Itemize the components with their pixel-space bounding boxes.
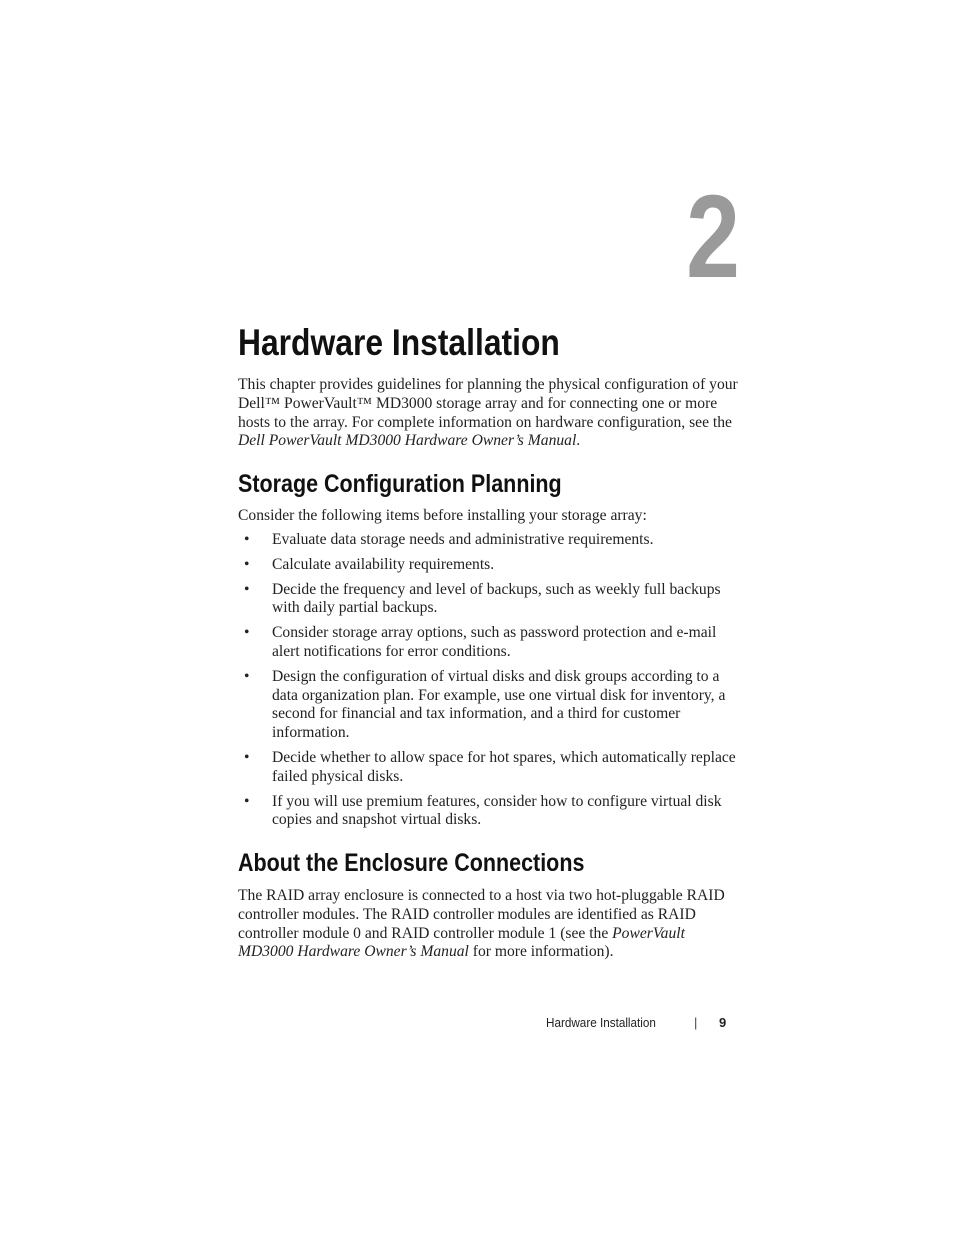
- bullet-marker: •: [244, 667, 250, 685]
- list-item-text: Decide whether to allow space for hot spares, which automatically replace failed physical disks.: [272, 748, 736, 785]
- list-item-text: Consider storage array options, such as password protection and e-mail alert notifications for error conditions.: [272, 624, 717, 660]
- page-footer: [546, 1014, 746, 1032]
- chapter-title: Hardware Installation: [238, 322, 560, 363]
- bullet-marker: •: [244, 580, 250, 598]
- list-item: [238, 624, 738, 662]
- bullet-marker: •: [244, 748, 250, 766]
- page-number: 9: [719, 1015, 727, 1030]
- list-item-text: Evaluate data storage needs and administrative requirements.: [272, 531, 654, 548]
- enclosure-end: for more information).: [468, 943, 614, 961]
- bullet-marker: •: [244, 555, 250, 573]
- intro-end: .: [576, 432, 581, 450]
- enclosure-text: The RAID array enclosure is connected to a host via two hot-pluggable RAID controller modules. The RAID controller modules are identified as RAID controller module 0 and RAID controller module 1 (see the: [238, 887, 725, 942]
- list-item: [238, 668, 738, 743]
- footer-separator: |: [694, 1015, 698, 1030]
- storage-considerations-list: [238, 531, 738, 836]
- intro-text: This chapter provides guidelines for planning the physical configuration of your Dell™ PowerVault™ MD3000 storage array and for connecting one or more hosts to the array. For complete information on hardware configuration, see the: [238, 376, 738, 431]
- intro-paragraph: [238, 376, 738, 451]
- footer-title: Hardware Installation: [546, 1015, 656, 1030]
- bullet-marker: •: [244, 531, 250, 548]
- list-item: [238, 531, 738, 550]
- intro-manual-reference: Dell PowerVault MD3000 Hardware Owner’s Manual: [238, 432, 577, 450]
- bullet-marker: •: [244, 624, 250, 642]
- enclosure-paragraph: [238, 887, 738, 962]
- list-item: [238, 793, 738, 831]
- list-item-text: Calculate availability requirements.: [272, 555, 495, 573]
- list-item-text: Design the configuration of virtual disks and disk groups according to a data organization plan. For example, use one virtual disk for inventory, a second for financial and tax information, and a third for customer information.: [272, 667, 726, 742]
- bullet-marker: •: [244, 792, 250, 810]
- list-item: [238, 749, 738, 787]
- enclosure-manual-reference: PowerVault MD3000 Hardware Owner’s Manual: [238, 924, 685, 961]
- storage-lead-text: Consider the following items before installing your storage array:: [238, 507, 647, 524]
- chapter-number: 2: [686, 171, 740, 303]
- list-item: [238, 581, 738, 619]
- list-item: [238, 556, 738, 575]
- storage-planning-heading: Storage Configuration Planning: [238, 470, 562, 498]
- enclosure-connections-heading: About the Enclosure Connections: [238, 849, 585, 877]
- list-item-text: If you will use premium features, consider how to configure virtual disk copies and snapshot virtual disks.: [272, 792, 722, 829]
- list-item-text: Decide the frequency and level of backups, such as weekly full backups with daily partial backups.: [272, 580, 721, 617]
